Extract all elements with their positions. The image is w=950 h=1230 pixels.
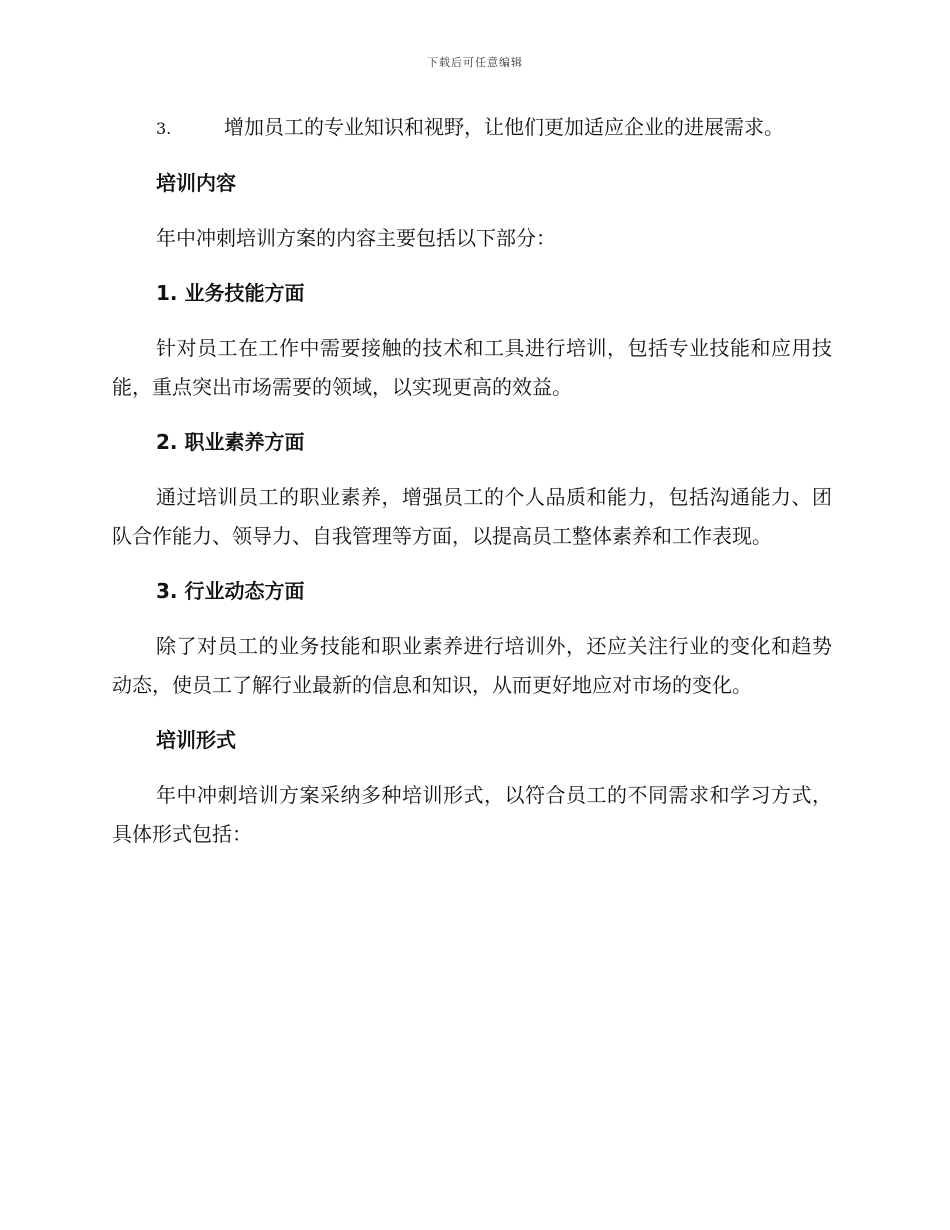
paragraph-professional-quality: 通过培训员工的职业素养，增强员工的个人品质和能力，包括沟通能力、团队合作能力、领导力、自我管理等方面，以提高员工整体素养和工作表现。 xyxy=(112,485,832,548)
section-heading-training-form: 培训形式 xyxy=(156,728,236,752)
subheading-professional-quality: 2. 职业素养方面 xyxy=(156,430,305,454)
section-heading-training-content: 培训内容 xyxy=(156,171,236,195)
document-body xyxy=(112,108,832,854)
paragraph-business-skills: 针对员工在工作中需要接触的技术和工具进行培训，包括专业技能和应用技能，重点突出市场需要的领域，以实现更高的效益。 xyxy=(112,336,832,399)
header-note: 下载后可任意编辑 xyxy=(427,56,523,69)
list-item-number: 3. xyxy=(156,119,172,138)
list-item-text: 增加员工的专业知识和视野，让他们更加适应企业的进展需求。 xyxy=(224,115,784,139)
paragraph-training-form-intro: 年中冲刺培训方案采纳多种培训形式，以符合员工的不同需求和学习方式，具体形式包括： xyxy=(112,783,832,846)
paragraph-industry-trends: 除了对员工的业务技能和职业素养进行培训外，还应关注行业的变化和趋势动态，使员工了解行业最新的信息和知识，从而更好地应对市场的变化。 xyxy=(112,634,832,697)
subheading-industry-trends: 3. 行业动态方面 xyxy=(156,579,305,603)
subheading-business-skills: 1. 业务技能方面 xyxy=(156,281,305,305)
paragraph-training-content-intro: 年中冲刺培训方案的内容主要包括以下部分： xyxy=(156,226,556,250)
list-item xyxy=(112,108,832,148)
